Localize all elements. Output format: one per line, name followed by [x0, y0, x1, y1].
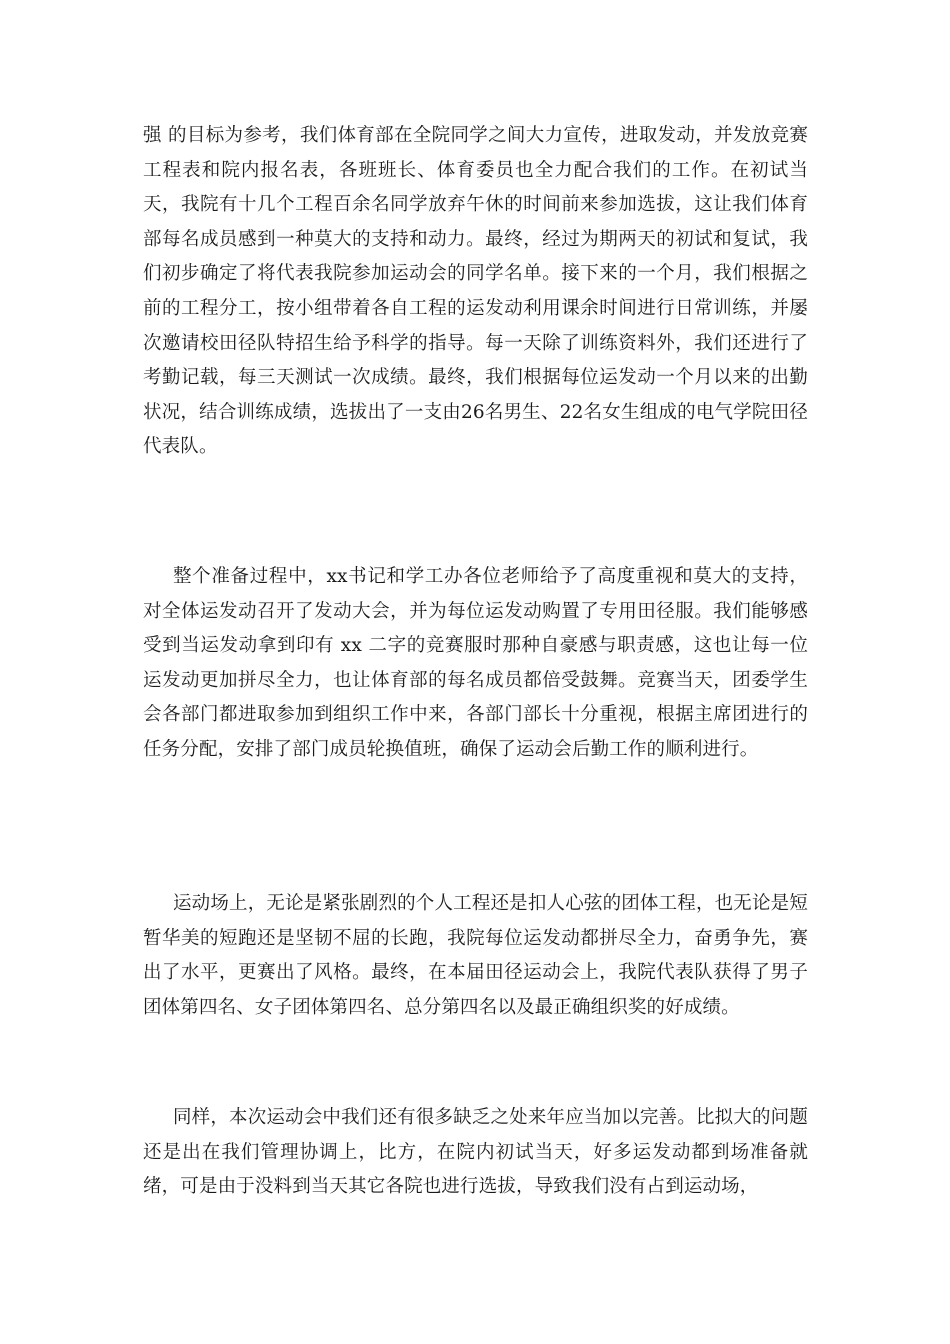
paragraph-4: 同样，本次运动会中我们还有很多缺乏之处来年应当加以完善。比拟大的问题还是出在我们管理协调上，比方，在院内初试当天，好多运发动都到场准备就绪，可是由于没料到当天其它各院也进行选拔，导致我们没有占到运动场，	[143, 1107, 808, 1198]
paragraph-2: 整个准备过程中，xx书记和学工办各位老师给予了高度重视和莫大的支持，对全体运发动召开了发动大会，并为每位运发动购置了专用田径服。我们能够感受到当运发动拿到印有 xx 二字的竞赛服时那种自豪感与职责感，这也让每一位运发动更加拼尽全力，也让体育部的每名成员都倍受鼓舞。竞赛当天，团委学生会各部门都进取参加到组织工作中来，各部门部长十分重视，根据主席团进行的任务分配，安排了部门成员轮换值班，确保了运动会后勤工作的顺利进行。	[143, 566, 808, 760]
paragraph-3: 运动场上，无论是紧张剧烈的个人工程还是扣人心弦的团体工程，也无论是短暂华美的短跑还是坚韧不屈的长跑，我院每位运发动都拼尽全力，奋勇争先，赛出了水平，更赛出了风格。最终，在本届田径运动会上，我院代表队获得了男子团体第四名、女子团体第四名、总分第四名以及最正确组织奖的好成绩。	[143, 893, 808, 1018]
paragraph-1: 强 的目标为参考，我们体育部在全院同学之间大力宣传，进取发动，并发放竞赛工程表和院内报名表，各班班长、体育委员也全力配合我们的工作。在初试当天，我院有十几个工程百余名同学放弃午休的时间前来参加选拔，这让我们体育部每名成员感到一种莫大的支持和动力。最终，经过为期两天的初试和复试，我们初步确定了将代表我院参加运动会的同学名单。接下来的一个月，我们根据之前的工程分工，按小组带着各自工程的运发动利用课余时间进行日常训练，并屡次邀请校田径队特招生给予科学的指导。每一天除了训练资料外，我们还进行了考勤记载，每三天测试一次成绩。最终，我们根据每位运发动一个月以来的出勤状况，结合训练成绩，选拔出了一支由26名男生、22名女生组成的电气学院田径代表队。	[143, 125, 808, 458]
